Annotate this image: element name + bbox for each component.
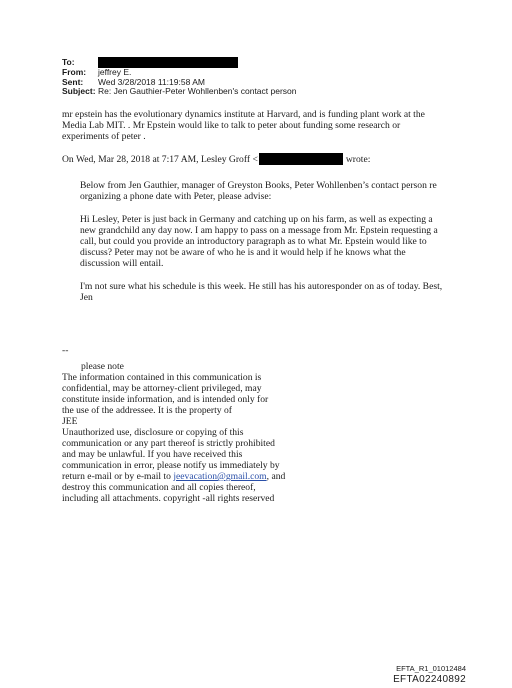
quoted-paragraph [80,214,480,269]
disclaimer-line: communication in error, please notify us immediately by [62,460,280,471]
subject-value: Re: Jen Gauthier-Peter Wohllenben's contact person [98,86,297,97]
email-line-text-after: , and [266,471,286,482]
disclaimer-line: the use of the addressee. It is the property of [62,405,232,416]
email-link[interactable]: jeevacation@gmail.com [173,471,267,482]
quoted-line: discuss? Peter may not be aware of who he is and it would help if he knows what the [80,247,406,258]
email-header [62,58,297,97]
disclaimer-email-line [62,471,352,482]
quoted-paragraph [80,180,480,202]
from-value: jeffrey E. [98,67,132,77]
quoted-line: Hi Lesley, Peter is just back in Germany and catching up on his farm, as well as expecting a [80,214,433,225]
quoted-line: I'm not sure what his schedule is this week. He still has his autoresponder on as of today. Best, [80,281,443,292]
disclaimer-line: confidential, may be attorney-client privileged, may [62,383,262,394]
email-line-text: return e-mail or by e-mail to [62,471,174,482]
sent-value: Wed 3/28/2018 11:19:58 AM [98,76,205,87]
disclaimer-line: constitute inside information, and is intended only for [62,394,269,405]
quote-intro-wrote: wrote: [345,153,371,165]
quoted-line: call, but could you provide an introductory paragraph as to what Mr. Epstein would like to [80,236,427,247]
disclaimer-line: destroy this communication and all copies thereof, [62,482,256,493]
to-label: To: [62,57,75,67]
body-line: Media Lab MIT. . Mr Epstein would like to talk to peter about funding some research or [62,120,401,131]
disclaimer-line: Unauthorized use, disclosure or copying of this [62,427,244,438]
quoted-message [80,180,480,303]
please-note: please note [81,361,124,372]
quoted-line: Jen [80,292,93,303]
quoted-line: organizing a phone date with Peter, please advise: [80,191,272,202]
quote-intro [62,153,370,165]
disclaimer-line: JEE [62,416,78,427]
sent-label: Sent: [62,76,84,87]
signature-dashes: -- [62,345,69,356]
quoted-line: new grandchild any day now. I am happy to pass on a message from Mr. Epstein requesting a [80,225,438,236]
sender-email-redaction [259,153,343,165]
body-line: mr epstein has the evolutionary dynamics institute at Harvard, and is funding plant work at the [62,109,425,120]
disclaimer-line: including all attachments. copyright -all rights reserved [62,493,275,504]
reply-body [62,109,462,142]
signature-block [62,345,352,504]
disclaimer-line: communication or any part thereof is strictly prohibited [62,438,275,449]
subject-label: Subject: [62,86,96,97]
disclaimer-line: and may be unlawful. If you have received this [62,449,243,460]
bates-small: EFTA_R1_01012484 [396,664,466,673]
quoted-line: discussion will entail. [80,258,164,269]
from-label: From: [62,67,87,77]
quoted-paragraph [80,281,480,303]
quoted-line: Below from Jen Gauthier, manager of Greyston Books, Peter Wohllenben’s contact person re [80,180,437,191]
disclaimer-line: The information contained in this communication is [62,372,262,383]
body-line: experiments of peter . [62,131,146,142]
subject-row [62,87,297,97]
bates-large: EFTA02240892 [393,674,466,685]
quote-intro-text: On Wed, Mar 28, 2018 at 7:17 AM, Lesley Groff < [62,153,258,165]
